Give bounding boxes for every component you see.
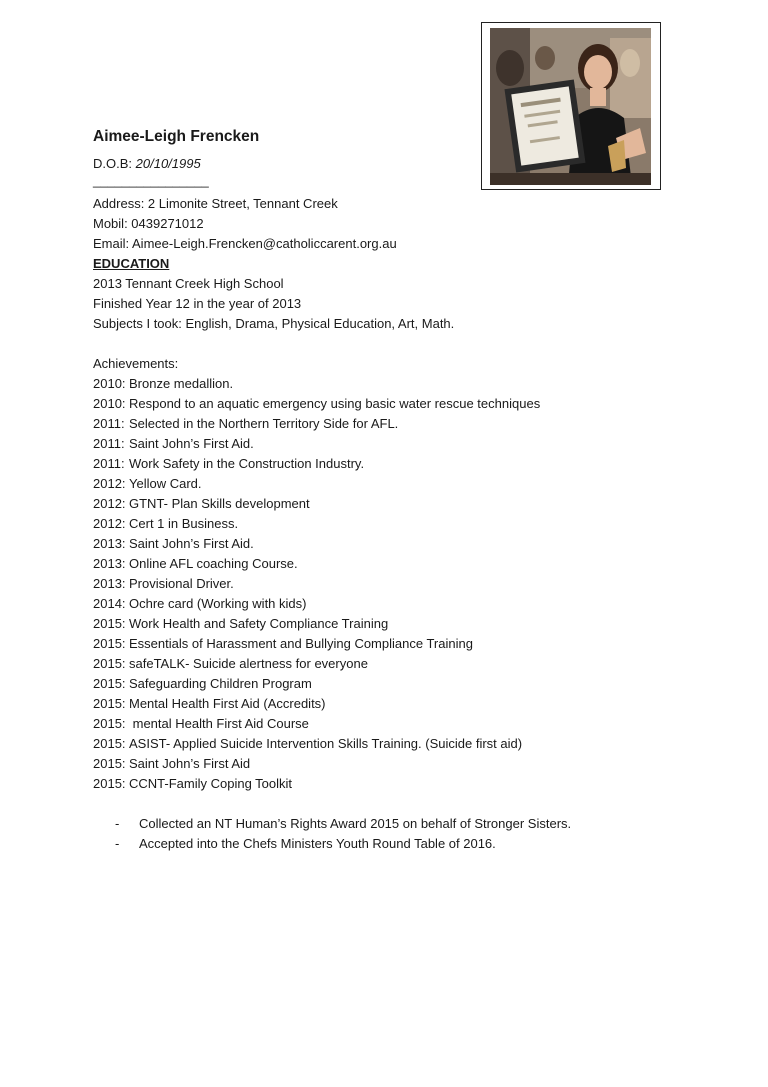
achievement-text: Safeguarding Children Program [129,676,312,691]
achievement-item [93,434,733,454]
achievement-text: Saint John’s First Aid. [129,436,254,451]
achievement-year: 2010: [93,376,126,391]
achievement-year: 2013: [93,556,126,571]
candidate-name: Aimee-Leigh Frencken [93,128,260,145]
achievement-year: 2015: [93,676,126,691]
highlight-text: Collected an NT Human’s Rights Award 2015 on behalf of Stronger Sisters. [139,816,572,831]
achievement-text: Yellow Card. [129,476,202,491]
achievement-item [93,494,733,514]
achievement-item [93,534,733,554]
achievement-text: Saint John’s First Aid. [129,536,254,551]
achievement-year: 2012: [93,516,126,531]
bullet-dash: - [115,836,120,851]
achievement-year: 2011: [93,416,125,431]
achievement-item [93,714,733,734]
education-heading: EDUCATION [93,256,170,271]
bullet-dash: - [115,816,120,831]
section-spacer [93,334,733,354]
achievement-text: Ochre card (Working with kids) [129,596,307,611]
achievement-year: 2015: [93,656,126,671]
achievement-item [93,694,733,714]
achievement-item [93,554,733,574]
achievement-year: 2011: [93,436,125,451]
education-line: Subjects I took: English, Drama, Physical Education, Art, Math. [93,316,455,331]
achievement-item [93,654,733,674]
achievement-year: 2015: [93,736,126,751]
achievement-item [93,574,733,594]
achievement-item [93,454,733,474]
achievement-text: Bronze medallion. [129,376,234,391]
achievement-text: Online AFL coaching Course. [129,556,298,571]
mobile-line: Mobil: 0439271012 [93,216,204,231]
achievement-item [93,774,733,794]
achievement-item [93,614,733,634]
achievements-heading: Achievements: [93,356,179,371]
dob-line [93,154,733,174]
highlight-text: Accepted into the Chefs Ministers Youth Round Table of 2016. [139,836,496,851]
address-line: Address: 2 Limonite Street, Tennant Creek [93,196,338,211]
achievement-item [93,474,733,494]
achievement-year: 2012: [93,476,126,491]
achievement-text: Provisional Driver. [129,576,234,591]
highlight-item [93,814,733,834]
achievement-text: Respond to an aquatic emergency using basic water rescue techniques [129,396,541,411]
email-line: Email: Aimee-Leigh.Frencken@catholiccarent.org.au [93,236,397,251]
education-line: Finished Year 12 in the year of 2013 [93,296,302,311]
achievement-text: Selected in the Northern Territory Side for AFL. [129,416,399,431]
achievement-text: Work Health and Safety Compliance Training [129,616,389,631]
achievement-text: Work Safety in the Construction Industry. [129,456,365,471]
achievement-item [93,394,733,414]
achievement-year: 2015: [93,696,126,711]
achievement-year: 2011: [93,456,125,471]
achievement-item [93,414,733,434]
achievement-year: 2013: [93,576,126,591]
highlights-list [93,814,733,854]
achievement-item [93,754,733,774]
achievement-year: 2015: [93,756,126,771]
achievement-text: CCNT-Family Coping Toolkit [129,776,293,791]
separator-rule: ________________ [93,173,209,188]
achievement-item [93,514,733,534]
dob-label: D.O.B: [93,156,133,171]
achievement-text: GTNT- Plan Skills development [129,496,310,511]
achievement-year: 2015: [93,716,126,731]
achievement-year: 2015: [93,776,126,791]
achievement-text: Cert 1 in Business. [129,516,239,531]
achievement-text: Saint John’s First Aid [129,756,251,771]
achievement-text: Essentials of Harassment and Bullying Compliance Training [129,636,473,651]
achievement-text: safeTALK- Suicide alertness for everyone [129,656,368,671]
resume-body [93,126,733,854]
achievement-year: 2015: [93,616,126,631]
achievement-item [93,634,733,654]
achievement-year: 2014: [93,596,126,611]
achievement-item [93,594,733,614]
achievement-text: ASIST- Applied Suicide Intervention Skills Training. (Suicide first aid) [129,736,523,751]
achievement-year: 2015: [93,636,126,651]
achievement-year: 2013: [93,536,126,551]
achievement-item [93,674,733,694]
section-spacer [93,794,733,814]
achievement-item [93,374,733,394]
achievement-item [93,734,733,754]
highlight-item [93,834,733,854]
achievement-year: 2010: [93,396,126,411]
achievements-list [93,374,733,794]
dob-value: 20/10/1995 [135,156,201,171]
achievement-year: 2012: [93,496,126,511]
education-line: 2013 Tennant Creek High School [93,276,284,291]
achievement-text: Mental Health First Aid (Accredits) [129,696,326,711]
achievement-text: mental Health First Aid Course [129,716,309,731]
